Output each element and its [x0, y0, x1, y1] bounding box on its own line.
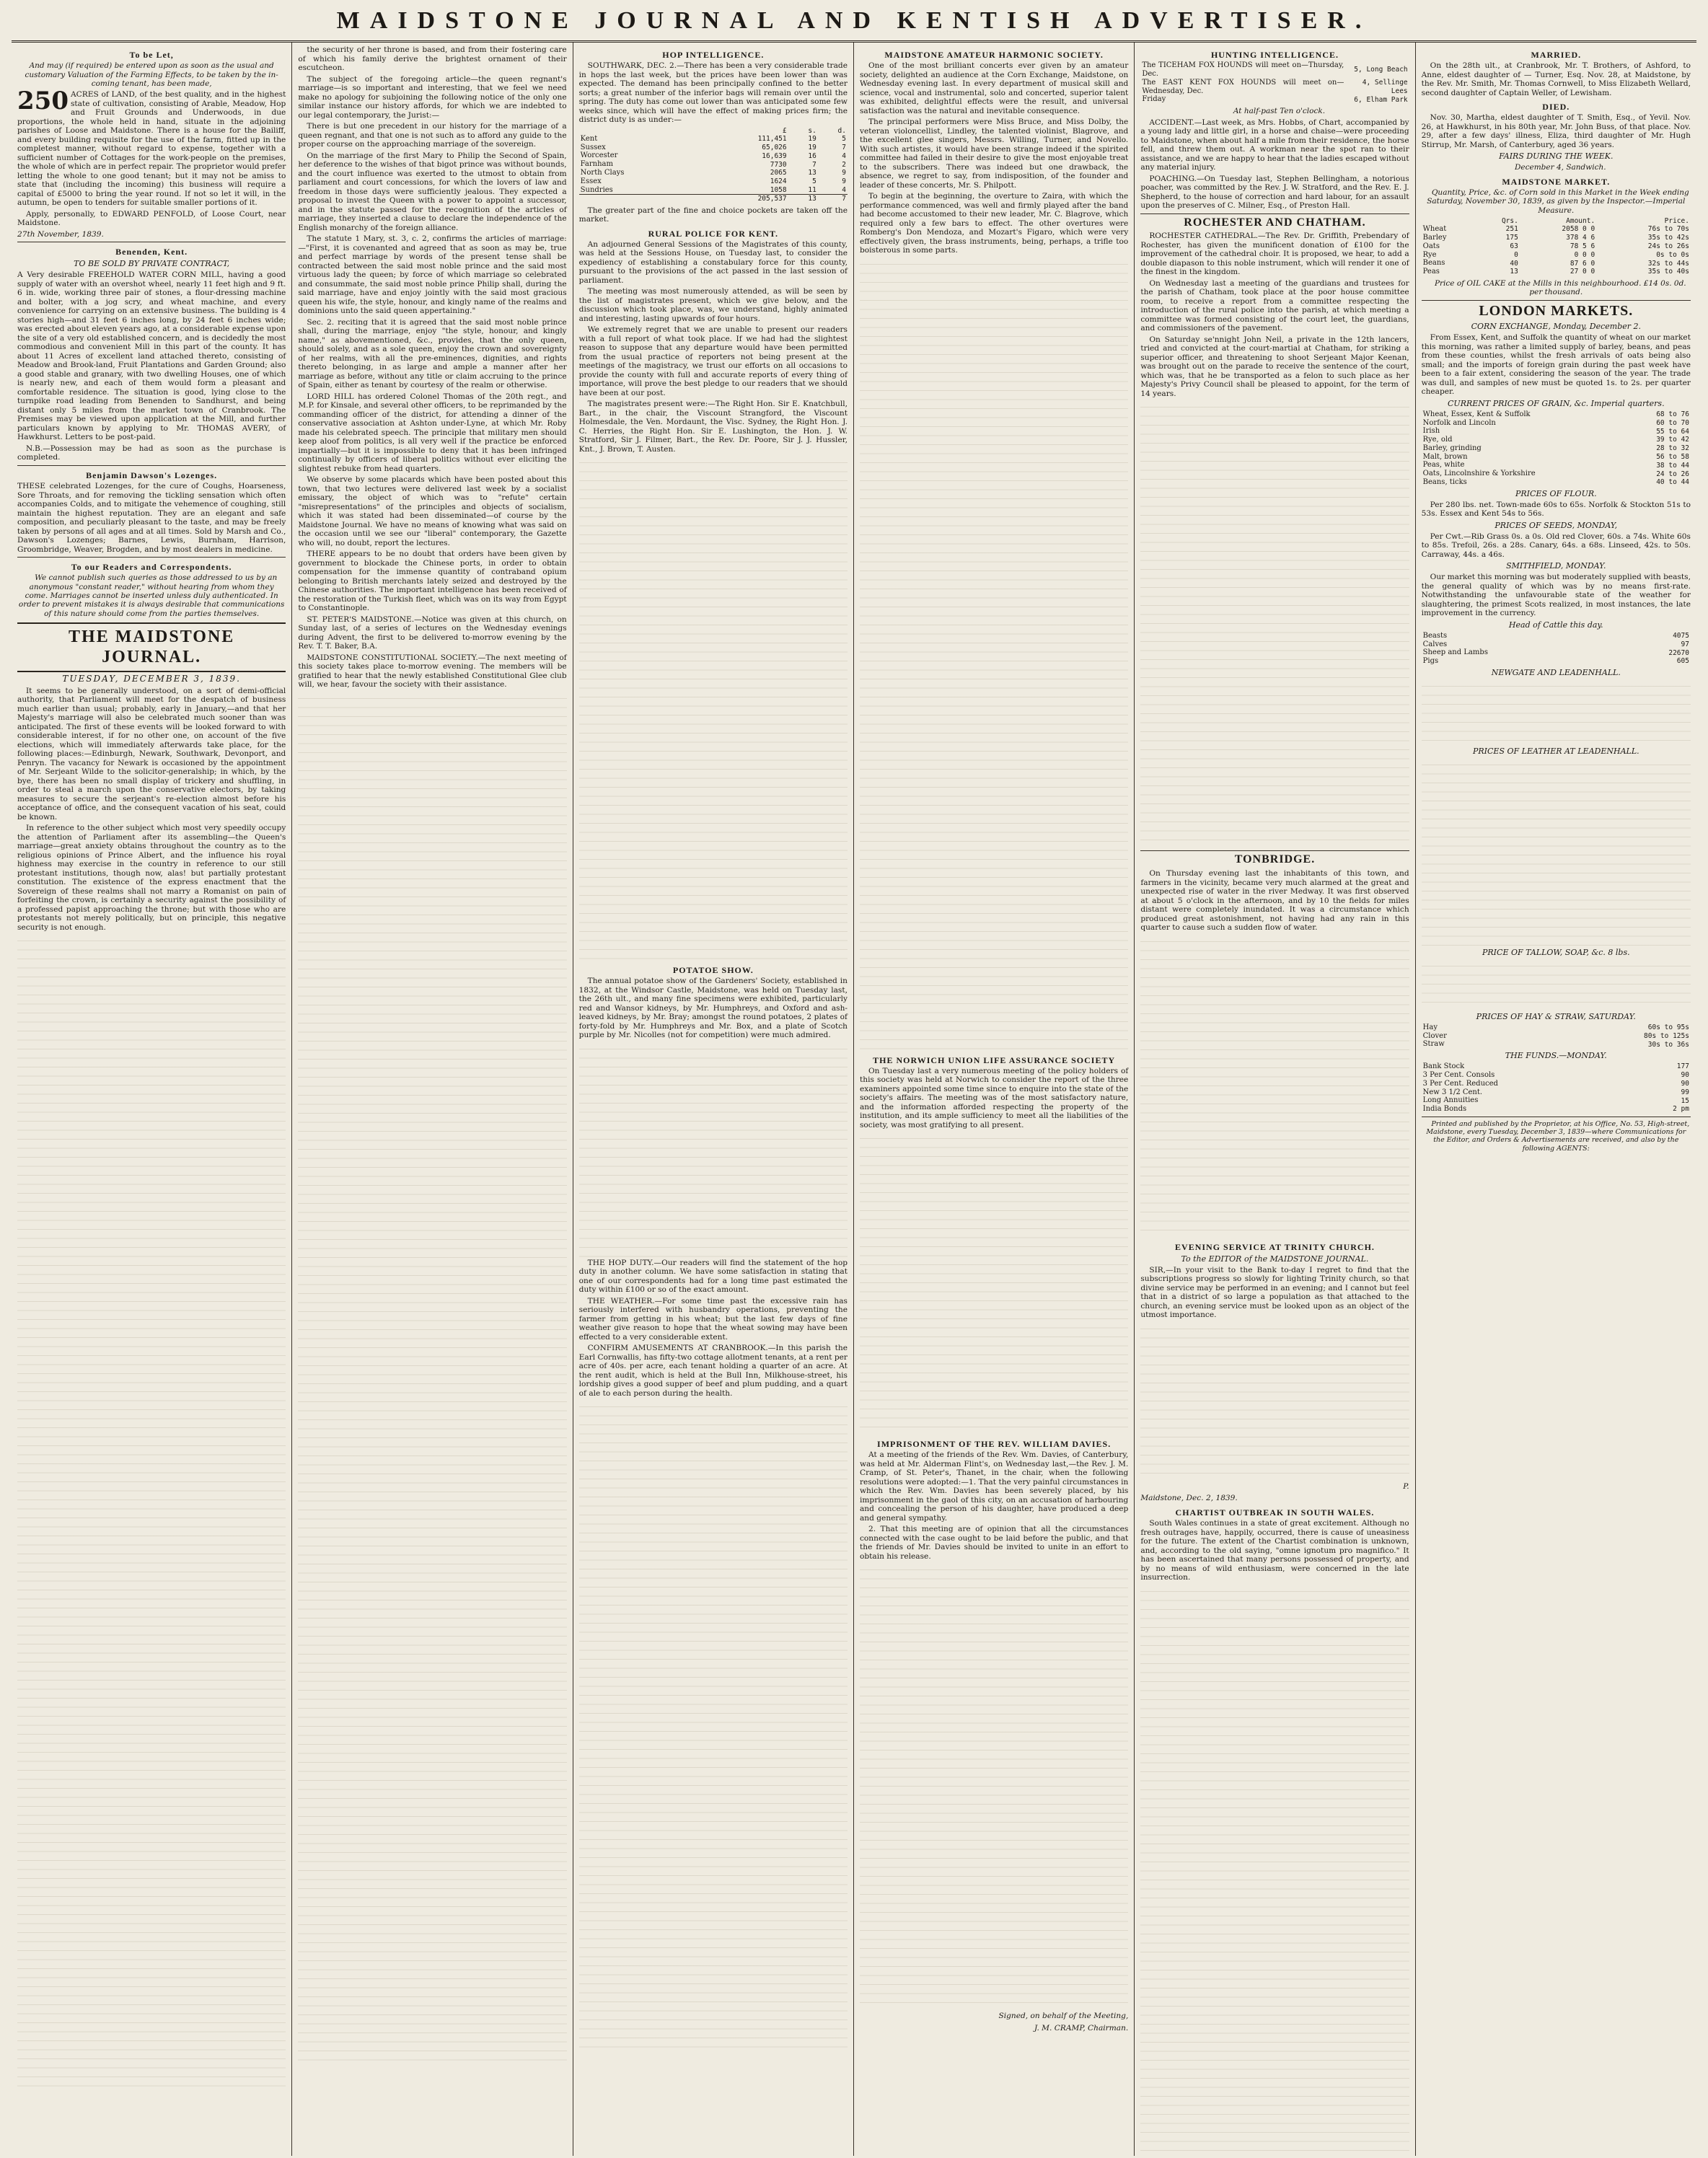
grain-prices-heading: CURRENT PRICES OF GRAIN, &c. Imperial quarters.	[1448, 398, 1665, 408]
table-cell: The EAST KENT FOX HOUNDS will meet on—Wednesday, Dec.	[1142, 78, 1344, 95]
table-cell: 40 to 44	[1656, 478, 1689, 487]
table-row	[1422, 242, 1691, 251]
table-cell: Farnham	[580, 160, 613, 169]
benenden-subheading: TO BE SOLD BY PRIVATE CONTRACT,	[74, 259, 230, 269]
constitutional-paragraph: MAIDSTONE CONSTITUTIONAL SOCIETY.—The next meeting of this society takes place to-morrow evening. The members will be gratified to hear that the newly established Constitutional Glee club will, we hear, favour the society with their assistance.	[298, 653, 567, 689]
st-peters-paragraph: ST. PETER'S MAIDSTONE.—Notice was given at this church, on Sunday last, of a series of lectures on the Wednesday evenings during Advent, the first to be delivered to-morrow evening by the Rev. T. T. Baker, B.A.	[298, 615, 567, 651]
column-2	[292, 43, 573, 2156]
table-cell: 4075	[1673, 632, 1689, 640]
table-cell: Clover	[1422, 1031, 1447, 1040]
table-cell: Barley, grinding	[1422, 444, 1482, 452]
table-cell: 3 Per Cent. Consols	[1422, 1070, 1495, 1079]
table-row	[1422, 640, 1691, 649]
table-cell: 40	[1510, 259, 1518, 268]
table-cell: 55 to 64	[1656, 427, 1689, 436]
column-5	[1135, 43, 1415, 2156]
table-row	[1422, 648, 1691, 657]
weather-paragraph: THE WEATHER.—For some time past the excessive rain has seriously interfered with husbandry operations, preventing the farmer from getting in his wheat; but the last few days of fine weather give reason to hope that the wheat sowing may have been effected to a very considerable extent.	[578, 1296, 848, 1342]
table-cell: Long Annuities	[1422, 1096, 1479, 1105]
table-row	[1422, 436, 1691, 444]
table-row	[1422, 657, 1691, 666]
davies-heading: IMPRISONMENT OF THE REV. WILLIAM DAVIES.	[877, 1439, 1111, 1450]
table-cell: 3 Per Cent. Reduced	[1422, 1079, 1498, 1088]
harmonic-heading: MAIDSTONE AMATEUR HARMONIC SOCIETY.	[884, 50, 1104, 60]
norwich-union-heading: THE NORWICH UNION LIFE ASSURANCE SOCIETY	[873, 1054, 1116, 1065]
table-cell: 0s to 0s	[1656, 250, 1689, 259]
seeds-text: Per Cwt.—Rib Grass 0s. a 0s. Old red Clover, 60s. a 74s. White 60s to 85s. Trefoil, 26s. a 28s. Canary, 64s. a 68s. Linseed, 42s. to 50s. Carraway, 44s. a 46s.	[1421, 532, 1691, 559]
lozenges-ad-text: THESE celebrated Lozenges, for the cure of Coughs, Hoarseness, Sore Throats, and for removing the tickling sensation which often accompanies Colds, and to mitigate the vehemence of coughing, still maintain the highest reputation. They are an elegant and safe composition, and peculiarly pleasant to the taste, and may be freely taken by persons of all ages and at all times. Sold by Marsh and Co., Dawson's Lozenges; Barnes, Lewis, Burnham, Harrison, Groombridge, Weaver, Brogden, and by most dealers in medicine.	[17, 482, 286, 554]
table-header: d.	[837, 126, 846, 135]
table-cell: 27 0 0	[1570, 268, 1595, 276]
leather-heading: PRICES OF LEATHER AT LEADENHALL.	[1472, 746, 1639, 756]
table-row	[1422, 1088, 1691, 1097]
table-cell: 32s to 44s	[1647, 259, 1689, 268]
text-continuation	[298, 692, 566, 2062]
text-continuation	[579, 1042, 848, 1259]
table-cell: 7	[812, 160, 816, 169]
table-cell: 1624	[770, 177, 787, 186]
table-cell: 11	[808, 185, 816, 194]
evening-service-text: SIR,—In your visit to the Bank to-day I regret to find that the subscriptions progress so slowly for lighting Trinity church, so that divine service may be performed in an evening; and I cannot but feel that in a district of so large a population as that attached to the church, an evening service must be looked upon as an object of the utmost importance.	[1140, 1265, 1409, 1320]
table-row	[1422, 461, 1691, 470]
table-cell: 4	[842, 185, 846, 194]
hop-total-pence: 7	[842, 195, 846, 203]
table-row	[579, 169, 848, 177]
benenden-nb: N.B.—Possession may be had as soon as the purchase is completed.	[17, 444, 286, 462]
imprint: Printed and published by the Proprietor, at his Office, No. 53, High-street, Maidstone, every Tuesday, December 3, 1839—where Communications for the Editor, and Orders & Advertisements are received, and also by the following AGENTS:	[1426, 1119, 1690, 1153]
table-cell: 30s to 36s	[1647, 1040, 1689, 1049]
hunting-heading: HUNTING INTELLIGENCE.	[1210, 50, 1339, 60]
table-cell: 378 4 6	[1566, 234, 1595, 242]
chartist-heading: CHARTIST OUTBREAK IN SOUTH WALES.	[1175, 1507, 1375, 1518]
rochester-heading: ROCHESTER AND CHATHAM.	[1140, 213, 1409, 230]
jurist-extract: The statute 1 Mary, st. 3, c. 2, confirms the articles of marriage:—"First, it is covenanted and agreed that as soon as may be, true and perfect marriage by words of the present tense shall be contracted between the said most noble prince and the said most virtuous lady the queen; by force of which marriage so celebrated and consummate, the said most noble prince Philip shall, during the said marriage, have and enjoy jointly with the said most gracious queen his wife, the style, honour, and kingly name of the realms and dominions unto the said queen appertaining."	[298, 234, 567, 315]
table-cell: Malt, brown	[1422, 452, 1468, 461]
table-header: Price.	[1664, 216, 1689, 225]
correspondents-heading: To our Readers and Correspondents.	[71, 562, 232, 573]
potato-show-heading: POTATOE SHOW.	[672, 965, 754, 976]
table-header	[1422, 217, 1479, 225]
acres-ad	[17, 87, 286, 208]
funds-heading: THE FUNDS.—MONDAY.	[1505, 1051, 1607, 1061]
fairs-heading: FAIRS DURING THE WEEK.	[1499, 151, 1614, 162]
leader-continued: The subject of the foregoing article—the queen regnant's marriage—is so important and interesting, that we feel we need make no apology for subjoining the following notice of the only one similar instance our history affords, for which we are indebted to our legal contemporary, the Jurist:—	[298, 74, 567, 120]
table-cell: 56 to 58	[1656, 452, 1689, 461]
table-row	[1422, 632, 1691, 640]
benenden-ad-text: A Very desirable FREEHOLD WATER CORN MILL, having a good supply of water with an overshot wheel, nearly 11 feet high and 9 ft. 6 in. wide, working three pair of stones, a flour-dressing machine and bolter, with a jog scry, and wheat machine, and every convenience for carrying on an extensive business. The building is 4 stories high—and 31 feet 6 inches long, by 24 feet 6 inches wide; was erected about eleven years ago, at a considerable expense upon the site of a very old established concern, and is decidedly the most commodious and convenient Mill in this part of the county. It has about 11 Acres of excellent land attached thereto, consisting of Meadow and Brook-land, Fruit Plantations and Garden Ground; also a good stable and granary, with two dwelling Houses, one of which is nearly new, and each of them would form a pleasant and comfortable residence. The situation is good, lying close to the turnpike road leading from Benenden to Sandhurst, and being distant only 5 miles from the market town of Cranbrook. The Premises may be viewed upon application at the Mill, and further particulars known by applying to Mr. THOMAS AVERY, of Hawkhurst. Letters to be post-paid.	[17, 270, 286, 442]
column-3	[573, 43, 854, 2156]
text-continuation	[579, 456, 848, 961]
cranbrook-paragraph: CONFIRM AMUSEMENTS AT CRANBROOK.—In this parish the Earl Cornwallis, has fifty-two cottage allotment tenants, at a rent per acre of 40s. per acre, each tenant holding a quarter of an acre. At the rent audit, which is held at the Bull Inn, Milkhouse-street, his lordship gives a good supper of beef and plum pudding, and a quart of ale to each person during the health.	[578, 1344, 848, 1398]
to-let-heading: To be Let,	[129, 50, 174, 60]
table-row	[1422, 410, 1691, 419]
rochester-text: ROCHESTER CATHEDRAL.—The Rev. Dr. Griffith, Prebendary of Rochester, has given the munificent donation of £100 for the improvement of the cathedral choir. It is proposed, we hear, to add a double diapason to this noble instrument, which will render it one of the finest in the kingdom.	[1140, 232, 1409, 277]
table-row	[579, 186, 848, 195]
text-continuation	[1422, 959, 1691, 1010]
table-cell: Norfolk and Lincoln	[1422, 418, 1496, 427]
table-cell: Wheat, Essex, Kent & Suffolk	[1422, 410, 1531, 418]
table-cell: 80s to 125s	[1644, 1031, 1689, 1040]
table-cell: Barley	[1422, 233, 1447, 242]
table-cell: 60s to 95s	[1647, 1023, 1689, 1032]
poaching-paragraph: POACHING.—On Tuesday last, Stephen Bellingham, a notorious poacher, was committed by the Rev. J. W. Stratford, and the Rev. E. J. Shepherd, to the house of correction and hard labour, for an assault upon the preserves of C. Milner, Esq., of Preston Hall.	[1140, 174, 1409, 211]
hop-after: The greater part of the fine and choice pockets are taken off the market.	[578, 206, 848, 224]
table-cell: Wheat	[1422, 225, 1447, 234]
text-continuation	[1422, 758, 1691, 946]
column-4	[854, 43, 1135, 2156]
table-row	[1422, 427, 1691, 436]
table-cell: The TICEHAM FOX HOUNDS will meet on—Thursday, Dec.	[1142, 61, 1344, 78]
died-heading: DIED.	[1542, 102, 1570, 113]
table-cell: 7	[842, 143, 846, 151]
table-cell: Peas, white	[1422, 461, 1465, 470]
table-cell: Calves	[1422, 640, 1448, 648]
table-header: s.	[808, 126, 816, 135]
rural-police-text: We extremely regret that we are unable to present our readers with a full report of what took place. If we had had the slightest reason to suppose that any departure would have been permitted from the usual practice of reporters not being present at the meetings of the magistracy, we trust our efforts on all occasions to provide the county with full and accurate reports of every thing of importance, will prove the best pledge to our readers that we should have been at our post.	[578, 325, 848, 397]
table-row	[1422, 478, 1691, 487]
corn-exchange-text: From Essex, Kent, and Suffolk the quantity of wheat on our market this morning, was rather a limited supply of barley, beans, and peas from these counties, whilst the fresh arrivals of oats being also small; and the imports of foreign grain during the past week have been to a fair extent, considering the season of the year. The trade was dull, and samples of new must be quoted 1s. to 2s. per quarter cheaper.	[1421, 333, 1691, 397]
seeds-heading: PRICES OF SEEDS, MONDAY,	[1494, 520, 1618, 530]
acres-ad-text: ACRES of LAND, of the best quality, and in the highest state of cultivation, consisting of Arable, Meadow, Hop and Fruit Grounds and Underwoods, in due proportions, the whole held in hand, situate in the adjoining parishes of Loose and Maidstone. There is a house for the Bailiff, and every building requisite for the use of the farm, fitted up in the completest manner, without regard to expense, together with a sufficient number of Cottages for the work-people on the premises, the whole of which are in perfect repair. The proprietor would prefer letting the whole to one good tenant; but it may not be amiss to state that (including the incoming) this business will require a capital of £5000 to bring the year round. If not so let it will, in the autumn, be open to tenders for suitable smaller portions of it.	[17, 90, 286, 208]
table-cell: Oats	[1422, 242, 1440, 250]
oil-cake-note: Price of OIL CAKE at the Mills in this neighbourhood. £14 0s. 0d. per thousand.	[1434, 278, 1686, 297]
table-row	[1422, 259, 1691, 268]
table-cell: Friday	[1142, 95, 1166, 104]
table-cell: Sheep and Lambs	[1422, 648, 1488, 657]
davies-chairman: J. M. CRAMP, Chairman.	[1034, 2023, 1129, 2033]
table-cell: Rye, old	[1422, 436, 1453, 444]
table-header: £	[782, 126, 787, 135]
leader-paragraph: In reference to the other subject which most very speedily occupy the attention of Parliament after its assembling—the Queen's marriage—great anxiety obtains throughout the country as to the religious opinions of Prince Albert, and the influence his royal highness may exercise in the country in reference to our still protestant institutions, though now, alas! but partially protestant constitution. The existence of the express enactment that the Sovereign of these realms shall not marry a Romanist on pain of forfeiting the crown, is certainly a security against the possibility of a professed papist approaching the throne; but with those who are protestants not merely politically, but on principle, this negative security is not enough.	[17, 824, 286, 932]
fairs-text: December 4, Sandwich.	[1515, 163, 1606, 172]
table-row	[1422, 1080, 1691, 1088]
accident-paragraph: ACCIDENT.—Last week, as Mrs. Hobbs, of Chart, accompanied by a young lady and little girl, in a horse and chaise—were proceeding to Maidstone, when about half a mile from their residence, the horse fell, and threw them out. A workman near the spot ran to their assistance, and we are happy to hear that the ladies escaped without any material injury.	[1140, 118, 1409, 172]
table-cell: 39 to 42	[1656, 436, 1689, 444]
table-cell: 251	[1505, 225, 1518, 234]
died-text: Nov. 30, Martha, eldest daughter of T. Smith, Esq., of Yevil. Nov. 26, at Hawkhurst, in his 80th year, Mr. John Buss, of that place. Nov. 29, after a few days' illness, Eliza, third daughter of Mr. Hugh Stirrup, Mr. Marsh, of Canterbury, aged 36 years.	[1421, 113, 1691, 149]
journal-title: THE MAIDSTONE JOURNAL.	[17, 622, 286, 672]
table-row	[579, 177, 848, 186]
table-cell: 2	[842, 160, 846, 169]
davies-text: At a meeting of the friends of the Rev. Wm. Davies, of Canterbury, was held at Mr. Alderman Flint's, on Wednesday last,—the Rev. J. M. Cramp, of St. Peter's, Thanet, in the chair, when the following resolutions were adopted:—1. That the very painful circumstances in which the Rev. Wm. Davies has been severely placed, by his imprisonment in the gaol of this city, on an accusation of harbouring and concealing the person of his daughter, have produced a deep and general sympathy.	[859, 1450, 1129, 1523]
market-table	[1422, 217, 1691, 276]
acres-drop-figure: 250	[17, 87, 69, 116]
table-cell: Beans	[1422, 259, 1445, 268]
table-row	[579, 151, 848, 160]
table-cell: 13	[808, 169, 816, 177]
table-row	[579, 144, 848, 152]
text-continuation	[1140, 1322, 1409, 1481]
table-cell: New 3 1/2 Cent.	[1422, 1088, 1483, 1096]
london-markets-heading: LONDON MARKETS.	[1422, 300, 1691, 320]
table-cell: 97	[1681, 640, 1689, 648]
hay-heading: PRICES OF HAY & STRAW, SATURDAY.	[1476, 1011, 1636, 1021]
table-cell: 68 to 76	[1656, 410, 1689, 418]
table-header: Amount.	[1566, 216, 1595, 225]
hop-text: SOUTHWARK, DEC. 2.—There has been a very considerable trade in hops the last week, but the prices have been lower than was expected. The demand has been principally confined to the better sorts; a great number of the inferior bags will remain over until the spring. The duty has come out lower than was anticipated some few weeks since, which will have the effect of making prices firm; the district duty is as under:—	[578, 61, 848, 125]
table-row	[1422, 1105, 1691, 1114]
cattle-table	[1422, 632, 1691, 666]
table-row	[1422, 453, 1691, 462]
harmonic-text: To begin at the beginning, the overture to Zaira, with which the performance commenced, was well and firmly played after the band had become accustomed to their new leader, Mr. C. Blagrove, which required only a few bars to effect. The other overtures were Romberg's Don Mendoza, and Mozart's Figaro, which were very effectively given, the brass instruments, being, perhaps, a trifle too boisterous in some parts.	[859, 192, 1129, 255]
chartist-text: South Wales continues in a state of great excitement. Although no fresh outrages have, happily, occurred, there is cause of uneasiness for the future. The extent of the Chartist combination is unknown, and, according to the old saying, "omne ignotum pro magnifico." It has been ascertained that many persons possessed of property, and by no means of wild enthusiasm, were concerned in the late insurrection.	[1140, 1519, 1409, 1582]
table-cell: 5, Long Beach	[1354, 66, 1408, 74]
table-cell: 19	[808, 135, 816, 144]
married-heading: MARRIED.	[1531, 50, 1582, 60]
funds-table	[1422, 1062, 1691, 1114]
table-row	[1422, 470, 1691, 478]
evening-service-signature: P.	[1403, 1481, 1409, 1491]
table-cell: 1058	[770, 185, 787, 194]
rural-police-text: An adjourned General Sessions of the Magistrates of this county, was held at the Sessions House, on Tuesday last, to consider the expediency of establishing a constabulary force for this county, pursuant to the provisions of the act passed in the last session of parliament.	[578, 239, 848, 285]
table-cell: 63	[1510, 242, 1518, 251]
benenden-heading: Benenden, Kent.	[115, 247, 188, 257]
table-cell: 65,026	[762, 143, 787, 151]
evening-service-heading: EVENING SERVICE AT TRINITY CHURCH.	[1175, 1241, 1375, 1252]
table-cell: 177	[1676, 1062, 1689, 1071]
table-cell: 35s to 40s	[1647, 268, 1689, 276]
table-row	[1140, 95, 1409, 104]
table-cell: 90	[1681, 1080, 1689, 1088]
table-cell: 60 to 70	[1656, 418, 1689, 427]
table-cell: 6, Elham Park	[1354, 95, 1408, 104]
table-cell: 175	[1505, 234, 1518, 242]
table-cell: Kent	[580, 134, 598, 143]
smithfield-text: Our market this morning was but moderately supplied with beasts, the general quality of which was by no means first-rate. Notwithstanding the unfavourable state of the weather for slaughtering, the primest Scots realized, in most instances, the late improvement in the currency.	[1421, 573, 1691, 618]
table-cell: 15	[1681, 1096, 1689, 1105]
lozenges-heading: Benjamin Dawson's Lozenges.	[86, 470, 218, 480]
table-cell: 4, Sellinge Lees	[1362, 79, 1408, 95]
hop-duty-paragraph: THE HOP DUTY.—Our readers will find the statement of the hop duty in another column. We have some satisfaction in stating that one of our correspondents had for a long time past estimated the duty within £100 or so of the exact amount.	[578, 1258, 848, 1295]
table-cell: 2065	[770, 169, 787, 177]
table-cell: 9	[842, 177, 846, 186]
socialist-placards-paragraph: We observe by some placards which have been posted about this town, that two lectures were delivered last week by a socialist emissary, the object of which was to "refute" certain "misrepresentations" of the principles and objects of socialism, which it was stated had been disseminated—of course by the Maidstone Journal. We have no means of knowing what was said on the occasion until we see our "liberal" contemporary, the Gazette who will, no doubt, report the lectures.	[298, 475, 567, 547]
table-cell: 2058 0 0	[1562, 225, 1595, 234]
table-cell: 13	[1510, 268, 1518, 276]
divider	[17, 465, 286, 466]
table-cell: 99	[1681, 1088, 1689, 1096]
table-row	[1422, 1096, 1691, 1105]
rural-police-heading: RURAL POLICE FOR KENT.	[648, 228, 779, 239]
text-continuation	[1140, 935, 1409, 1238]
table-cell: Bank Stock	[1422, 1062, 1465, 1071]
table-cell: 111,451	[757, 135, 787, 144]
table-cell: Beans, ticks	[1422, 478, 1467, 487]
text-continuation	[17, 934, 286, 2088]
text-continuation	[1140, 1585, 1409, 2156]
table-cell: 0 0 0	[1574, 250, 1595, 259]
text-continuation	[1422, 679, 1691, 744]
hop-heading: HOP INTELLIGENCE.	[662, 50, 765, 60]
flour-heading: PRICES OF FLOUR.	[1515, 488, 1597, 498]
tallow-heading: PRICE OF TALLOW, SOAP, &c. 8 lbs.	[1482, 947, 1630, 957]
table-row	[1140, 79, 1409, 96]
column-6	[1416, 43, 1696, 2156]
market-intro: Quantity, Price, &c. of Corn sold in this Market in the Week ending Saturday, November 30, 1839, as given by the Inspector.—Imperial Measure.	[1427, 188, 1689, 215]
table-cell: 4	[842, 151, 846, 160]
smithfield-heading: SMITHFIELD, MONDAY.	[1506, 561, 1606, 571]
tonbridge-heading: TONBRIDGE.	[1140, 850, 1409, 867]
table-cell: 605	[1676, 657, 1689, 666]
table-cell: 5	[812, 177, 816, 186]
table-cell: 16	[808, 151, 816, 160]
maidstone-market-heading: MAIDSTONE MARKET.	[1502, 176, 1611, 187]
table-row	[579, 160, 848, 169]
table-row	[1422, 1023, 1691, 1032]
hunting-table	[1140, 61, 1409, 104]
table-row	[1422, 1032, 1691, 1041]
harmonic-text: The principal performers were Miss Bruce, and Miss Dolby, the veteran violoncellist, Lindley, the talented violinist, Blagrove, and the excellent glee singers, Messrs. Willing, Turner, and Novello. With such artistes, it would have been strange indeed if the spirited committee had failed in their desire to give the most enjoyable treat to the subscribers. There was indeed but one drawback, the absence, we regret to say, from indisposition, of the founder and leader of these concerts, Mr. S. Philpott.	[859, 118, 1129, 190]
table-row	[1422, 234, 1691, 242]
column-1	[12, 43, 292, 2156]
table-cell: Irish	[1422, 427, 1440, 436]
hop-total-row	[579, 195, 848, 203]
table-cell: 19	[808, 143, 816, 151]
table-cell: 24 to 26	[1656, 470, 1689, 478]
table-cell: Oats, Lincolnshire & Yorkshire	[1422, 470, 1536, 478]
tonbridge-text: On Thursday evening last the inhabitants of this town, and farmers in the vicinity, became very much alarmed at the great and unexpected rise of water in the river Medway. It was first observed at about 5 o'clock in the afternoon, and by 10 the fields for miles distant were completely inundated. It was a circumstance which produced great astonishment, not having had any rain in this quarter to cause such a sudden flow of water.	[1140, 869, 1409, 933]
table-cell: Essex	[580, 177, 602, 185]
table-row	[1422, 419, 1691, 428]
table-cell: 90	[1681, 1071, 1689, 1080]
married-text: On the 28th ult., at Cranbrook, Mr. T. Brothers, of Ashford, to Anne, eldest daughter of — Turner, Esq. Nov. 28, at Maidstone, by the Rev. Mr. Smith, Mr. Thomas Cornwell, to Miss Elizabeth Wellard, second daughter of Captain Weller, of Lewisham.	[1421, 61, 1691, 97]
hop-duty-rows	[579, 135, 848, 195]
table-row	[1422, 268, 1691, 276]
to-let-intro: And may (if required) be entered upon as soon as the usual and customary Valuation of the Farming Effects, to be taken by the in-coming tenant, has been made,	[25, 61, 278, 88]
table-cell: 2 pm	[1673, 1105, 1689, 1114]
text-continuation	[860, 1563, 1128, 2010]
text-continuation	[860, 257, 1128, 1051]
leader-continued: the security of her throne is based, and from their fostering care of which his family derive the brightest ornament of their escutcheon.	[298, 45, 567, 72]
jurist-extract: There is but one precedent in our history for the marriage of a queen regnant, and that one is not such as to afford any guide to the proper course on the approaching marriage of the sovereign.	[298, 122, 567, 149]
journal-date: TUESDAY, DECEMBER 3, 1839.	[62, 673, 241, 684]
jurist-extract: On the marriage of the first Mary to Philip the Second of Spain, her deference to the wishes of that bigot prince was without bounds, and the court influence was exerted to the utmost to obtain from parliament and court concessions, for which the lovers of law and freedom in those days were sufficiently jealous. They expected a proposal to invest the Queen with a power to appoint a successor, and in the statute passed for the recognition of the articles of marriage, they inserted a clause to declare the independence of the English monarchy of the foreign alliance.	[298, 151, 567, 232]
rochester-text: On Wednesday last a meeting of the guardians and trustees for the parish of Chatham, took place at the poor house committee room, to receive a report from a committee respecting the introduction of the rural police into the parish, at which meeting a committee was formed consisting of the court leet, the guardians, and commissioners of the pavement.	[1140, 278, 1409, 333]
table-cell: 0	[1514, 250, 1518, 259]
table-cell: 78 5 6	[1570, 242, 1595, 251]
table-cell: 7730	[770, 160, 787, 169]
table-cell: 22670	[1668, 648, 1689, 657]
norwich-union-text: On Tuesday last a very numerous meeting of the policy holders of this society was held at Norwich to consider the report of the three examiners appointed some time since to enquire into the state of the society's affairs. The meeting was of the most satisfactory nature, and the information afforded respecting the property of the institution, and its ample sufficiency to meet all the liabilities of the society, was most gratifying to all present.	[859, 1066, 1129, 1129]
table-cell: 24s to 26s	[1647, 242, 1689, 251]
evening-service-date: Maidstone, Dec. 2, 1839.	[1140, 1494, 1238, 1503]
table-cell: India Bonds	[1422, 1105, 1467, 1114]
table-row	[1422, 225, 1691, 234]
table-cell: Worcester	[580, 151, 618, 160]
table-row	[1422, 444, 1691, 453]
table-cell: 35s to 42s	[1647, 234, 1689, 242]
table-cell: North Clays	[580, 169, 625, 177]
table-row	[1140, 61, 1409, 79]
hop-total-pounds: 205,537	[757, 195, 787, 203]
rural-police-text: The meeting was most numerously attended, as will be seen by the list of magistrates present, which we give below, and the discussion which took place, was, we understand, highly animated and interesting, lasting upwards of four hours.	[578, 287, 848, 323]
jurist-extract: Sec. 2. reciting that it is agreed that the said most noble prince shall, during the marriage, enjoy "the style, honour, and kingly name," as abovementioned, &c., provides, that the only queen, should solely, and as a sole queen, enjoy the crown and sovereignty of her realms, with all the pre-eminences, dignities, and rights thereto belonging, in as large and ample a manner after her marriage as before, without any title or claim accruing to the prince of Spain, either as tenant by courtesy of the realm or otherwise.	[298, 317, 567, 389]
divider	[17, 557, 286, 558]
columns	[12, 43, 1696, 2156]
rochester-text: On Saturday se'nnight John Neil, a private in the 12th lancers, tried and convicted at the court-martial at Chatham, for striking a superior officer, and threatening to shoot Serjeant Major Keenan, was brought out on the parade to receive the sentence of the court, which was, that he be transported as a felon to such place as her Majesty's Privy Council shall be pleased to appoint, for the term of 14 years.	[1140, 335, 1409, 398]
table-cell: 5	[842, 135, 846, 144]
china-paragraph: THERE appears to be no doubt that orders have been given by government to blockade the Chinese ports, in order to obtain compensation for the immense quantity of contraband opium belonging to British merchants lately seized and destroyed by the Chinese authorities. The important intelligence has been received of the restoration of the Turkish fleet, which was on its way from Egypt to Constantinople.	[298, 550, 567, 612]
table-cell: Rye	[1422, 250, 1437, 259]
potato-show-text: The annual potatoe show of the Gardeners' Society, established in 1832, at the Windsor Castle, Maidstone, was held on Tuesday last, the 26th ult., and many fine specimens were exhibited, particularly red and Wansor kidneys, by Mr. Humphreys, and Oxford and ash-leaved kidneys, by Mr. Bray; amongst the round potatoes, 2 plates of forty-fold by Mr. Humphreys and Mr. Box, and a plate of Scotch purple by Mr. Nicolles (not for competition) were much admired.	[578, 977, 848, 1040]
hop-duty-table	[579, 127, 848, 203]
table-cell: Sundries	[580, 185, 613, 194]
table-cell: 87 6 0	[1570, 259, 1595, 268]
table-cell: 16,639	[762, 151, 787, 160]
table-cell: 76s to 70s	[1647, 225, 1689, 234]
table-row	[1422, 1040, 1691, 1049]
rural-police-text: The magistrates present were:—The Right Hon. Sir E. Knatchbull, Bart., in the chair, the Viscount Strangford, the Viscount Holmesdale, the Ven. Mordaunt, the Visc. Sydney, the Right Hon. J. C. Herries, the Right Hon. Sir E. Lushington, the Hon. J. W. Stratford, Sir J. Filmer, Bart., the Rev. Dr. Poore, Sir J. J. Hussler, Knt., J. Brown, T. Austen.	[578, 400, 848, 454]
table-row	[1422, 1071, 1691, 1080]
table-cell: Straw	[1422, 1040, 1445, 1049]
acres-date: 27th November, 1839.	[17, 229, 104, 239]
hunting-note: At half-past Ten o'clock.	[1233, 107, 1326, 116]
text-continuation	[1140, 400, 1409, 847]
table-row	[579, 135, 848, 144]
table-cell: 28 to 32	[1656, 444, 1689, 453]
table-header-row	[1422, 217, 1691, 225]
corn-exchange-heading: CORN EXCHANGE, Monday, December 2.	[1471, 322, 1642, 332]
table-row	[1422, 1062, 1691, 1071]
newgate-heading: NEWGATE AND LEADENHALL.	[1491, 667, 1621, 677]
davies-signed: Signed, on behalf of the Meeting,	[998, 2012, 1129, 2021]
table-cell: 9	[842, 169, 846, 177]
table-cell: Sussex	[580, 143, 606, 151]
table-cell: Beasts	[1422, 631, 1448, 640]
davies-text: 2. That this meeting are of opinion that all the circumstances connected with the case ought to be laid before the public, and that the friends of Mr. Davies should be invited to unite in an effort to obtain his release.	[859, 1525, 1129, 1561]
lord-hill-paragraph: LORD HILL has ordered Colonel Thomas of the 20th regt., and M.P. for Kinsale, and several other officers, to be reprimanded by the commanding officer of the district, for attending a dinner of the conservative association at Ashton under-Lyne, at which Mr. Roby made his celebrated speech. The principle that military men should keep aloof from politics, is all very well if the practice be enforced impartially—but it is impossible to deny that it has been infringed continually by officers of liberal politics without ever eliciting the slightest rebuke from head quarters.	[298, 392, 567, 473]
text-continuation	[579, 1400, 848, 2049]
grain-table	[1422, 410, 1691, 487]
text-continuation	[860, 1132, 1128, 1435]
cattle-heading: Head of Cattle this day.	[1508, 620, 1603, 630]
table-header-row	[579, 127, 848, 135]
leader-paragraph: It seems to be generally understood, on a sort of demi-official authority, that Parliament will meet for the despatch of business much earlier than usual; probably, early in January,—and that her Majesty's marriage will also be celebrated much sooner than was anticipated. The first of these events will be looked forward to with considerable interest, if for no other one, on account of the five elections, which will immediately afterwards take place, for the following places:—Edinburgh, Newark, Southwark, Devonport, and Penryn. The vacancy for Newark is occasioned by the appointment of Mr. Serjeant Wilde to the solicitor-generalship; in which, by the bye, there has been no small display of trickery and shuffling, in order to steal a march upon the conservative electors, by taking measures to secure the serjeant's re-election almost before his acceptance of office, and the consequent vacation of his seat, could be known.	[17, 686, 286, 822]
hay-table	[1422, 1023, 1691, 1049]
acres-apply: Apply, personally, to EDWARD PENFOLD, of Loose Court, near Maidstone.	[17, 209, 286, 228]
flour-text: Per 280 lbs. net. Town-made 60s to 65s. Norfolk & Stockton 51s to 53s. Essex and Kent 54s to 56s.	[1421, 500, 1691, 519]
masthead: MAIDSTONE JOURNAL AND KENTISH ADVERTISER.	[12, 7, 1696, 43]
hop-total-shillings: 13	[808, 195, 816, 203]
table-cell: 38 to 44	[1656, 461, 1689, 470]
table-cell: Pigs	[1422, 657, 1439, 666]
correspondents-text: We cannot publish such queries as those addressed to us by an anonymous "constant reader," without hearing from whom they come. Marriages cannot be inserted unless duly authenticated. In order to prevent mistakes it is always desirable that communications of this nature should come from the parties themselves.	[18, 573, 285, 618]
table-header: Qrs.	[1501, 216, 1518, 225]
table-cell: Peas	[1422, 268, 1440, 276]
evening-service-subheading: To the EDITOR of the MAIDSTONE JOURNAL.	[1181, 1254, 1369, 1264]
table-row	[1422, 251, 1691, 260]
table-cell: Hay	[1422, 1023, 1438, 1031]
harmonic-text: One of the most brilliant concerts ever given by an amateur society, delighted an audience at the Corn Exchange, Maidstone, on Wednesday evening last. In every department of musical skill and science, vocal and instrumental, solo and concerted, superior talent was exhibited, delightful effects were the result, and universal satisfaction was the natural and inevitable consequence.	[859, 61, 1129, 115]
